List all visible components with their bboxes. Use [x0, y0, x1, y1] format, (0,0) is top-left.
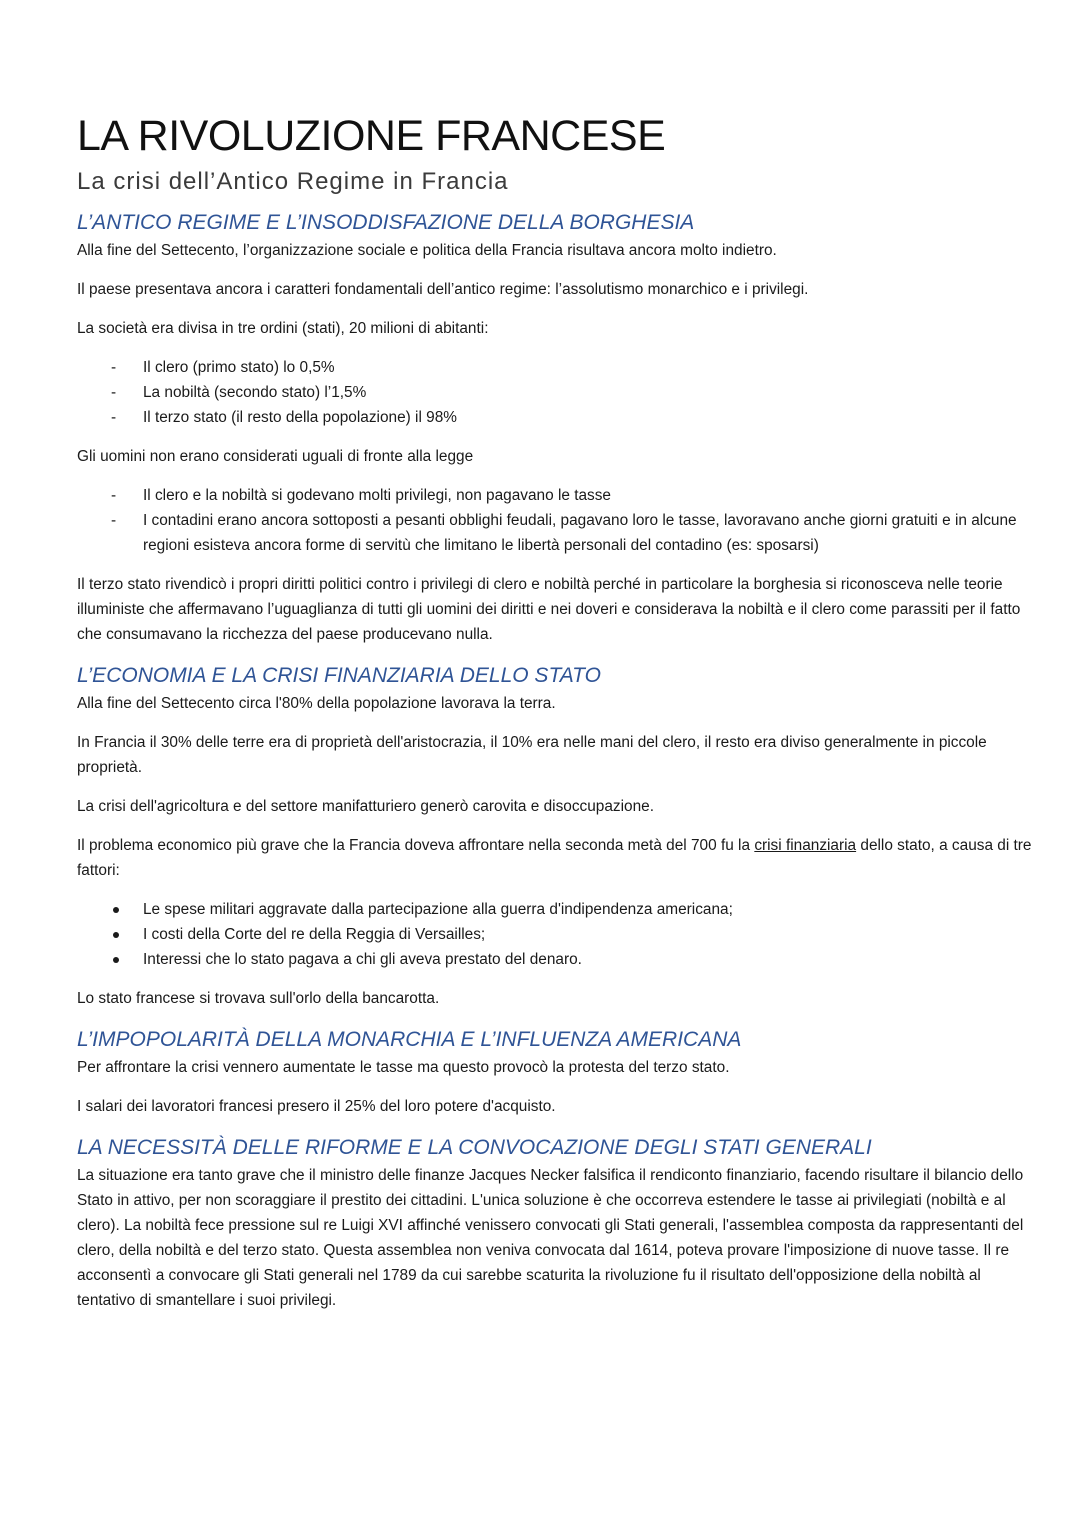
page-title: LA RIVOLUZIONE FRANCESE — [77, 112, 666, 160]
paragraph: In Francia il 30% delle terre era di proprietà dell'aristocrazia, il 10% era nelle mani del clero, il resto era diviso generalmente in piccole proprietà. — [77, 734, 987, 776]
paragraph — [77, 833, 1037, 883]
list-item — [77, 897, 1037, 922]
dash-marker: - — [111, 359, 117, 376]
dash-marker: - — [111, 487, 117, 504]
paragraph: Lo stato francese si trovava sull'orlo della bancarotta. — [77, 990, 440, 1007]
list-item — [77, 355, 1037, 380]
paragraph: Il terzo stato rivendicò i propri diritti politici contro i privilegi di clero e nobiltà perché in particolare la borghesia si riconosceva nelle teorie illuministe che affermavano l’uguaglianza di tutti gli uomini dei diritti e nei doveri e considerava la nobiltà e il clero come parassiti per il fatto che consumavano la ricchezza del paese producevano nulla. — [77, 576, 1021, 643]
paragraph: Il paese presentava ancora i caratteri fondamentali dell’antico regime: l’assolutismo monarchico e i privilegi. — [77, 281, 809, 298]
dash-marker: - — [111, 384, 117, 401]
list-item-text: La nobiltà (secondo stato) l’1,5% — [143, 384, 367, 401]
paragraph: La situazione era tanto grave che il ministro delle finanze Jacques Necker falsifica il rendiconto finanziario, facendo risultare il bilancio dello Stato in attivo, per non scoraggiare il prestito dei cittadini. L'unica soluzione è che occorreva estendere le tasse ai privilegiati (nobiltà e al clero). La nobiltà fece pressione sul re Luigi XVI affinché venissero convocati gli Stati generali, l'assemblea composta da rappresentanti del clero, della nobiltà e del terzo stato. Questa assemblea non veniva convocata dal 1614, poteva provare l'imposizione di nuove tasse. Il re acconsentì a convocare gli Stati generali nel 1789 da cui sarebbe scaturita la rivoluzione fu il risultato dell'opposizione della nobiltà al tentativo di smantellare i suoi privilegi. — [77, 1167, 1024, 1309]
bullet-icon — [113, 957, 119, 963]
list-item — [77, 947, 1037, 972]
underlined-term: crisi finanziaria — [754, 837, 857, 854]
paragraph: La crisi dell'agricoltura e del settore manifatturiero generò carovita e disoccupazione. — [77, 798, 654, 815]
dash-marker: - — [111, 512, 117, 529]
list-item-text: Il terzo stato (il resto della popolazione) il 98% — [143, 409, 457, 426]
section-economia — [77, 661, 1037, 1011]
list-item-text: I costi della Corte del re della Reggia di Versailles; — [143, 926, 486, 943]
paragraph: Alla fine del Settecento circa l'80% della popolazione lavorava la terra. — [77, 695, 556, 712]
dash-list-privileges — [77, 483, 1037, 558]
section-antico-regime — [77, 208, 1037, 647]
list-item — [77, 380, 1037, 405]
paragraph: I salari dei lavoratori francesi presero il 25% del loro potere d'acquisto. — [77, 1098, 556, 1115]
page-subtitle: La crisi dell’Antico Regime in Francia — [77, 168, 509, 195]
paragraph: Gli uomini non erano considerati uguali di fronte alla legge — [77, 448, 474, 465]
dash-list-estates — [77, 355, 1037, 430]
list-item-text: I contadini erano ancora sottoposti a pesanti obblighi feudali, pagavano loro le tasse, lavoravano anche giorni gratuiti e in alcune regioni esisteva ancora forme di servitù che limitano le libertà personali del contadino (es: sposarsi) — [143, 512, 1017, 554]
paragraph-text: Il problema economico più grave che la Francia doveva affrontare nella seconda metà del 700 fu la — [77, 837, 755, 854]
list-item — [77, 483, 1037, 508]
section-heading: L’ANTICO REGIME E L’INSODDISFAZIONE DELLA BORGHESIA — [77, 211, 695, 234]
paragraph: La società era divisa in tre ordini (stati), 20 milioni di abitanti: — [77, 320, 489, 337]
section-heading: L’ECONOMIA E LA CRISI FINANZIARIA DELLO STATO — [77, 664, 601, 687]
section-heading: LA NECESSITÀ DELLE RIFORME E LA CONVOCAZIONE DEGLI STATI GENERALI — [77, 1136, 872, 1159]
list-item-text: Le spese militari aggravate dalla partecipazione alla guerra d'indipendenza americana; — [143, 901, 733, 918]
section-heading: L’IMPOPOLARITÀ DELLA MONARCHIA E L’INFLUENZA AMERICANA — [77, 1028, 742, 1051]
section-impopolarita — [77, 1025, 1037, 1119]
dash-marker: - — [111, 409, 117, 426]
paragraph: Per affrontare la crisi vennero aumentate le tasse ma questo provocò la protesta del terzo stato. — [77, 1059, 730, 1076]
list-item-text: Il clero e la nobiltà si godevano molti privilegi, non pagavano le tasse — [143, 487, 611, 504]
section-stati-generali — [77, 1133, 1037, 1313]
list-item — [77, 405, 1037, 430]
paragraph-text: dello stato, a causa di tre fattori: — [77, 837, 1032, 879]
bullet-icon — [113, 932, 119, 938]
document-body — [77, 110, 1037, 1327]
list-item — [77, 508, 1037, 558]
bullet-icon — [113, 907, 119, 913]
list-item-text: Interessi che lo stato pagava a chi gli aveva prestato del denaro. — [143, 951, 582, 968]
bullet-list-factors — [77, 897, 1037, 972]
list-item — [77, 922, 1037, 947]
list-item-text: Il clero (primo stato) lo 0,5% — [143, 359, 335, 376]
paragraph: Alla fine del Settecento, l’organizzazione sociale e politica della Francia risultava ancora molto indietro. — [77, 242, 777, 259]
